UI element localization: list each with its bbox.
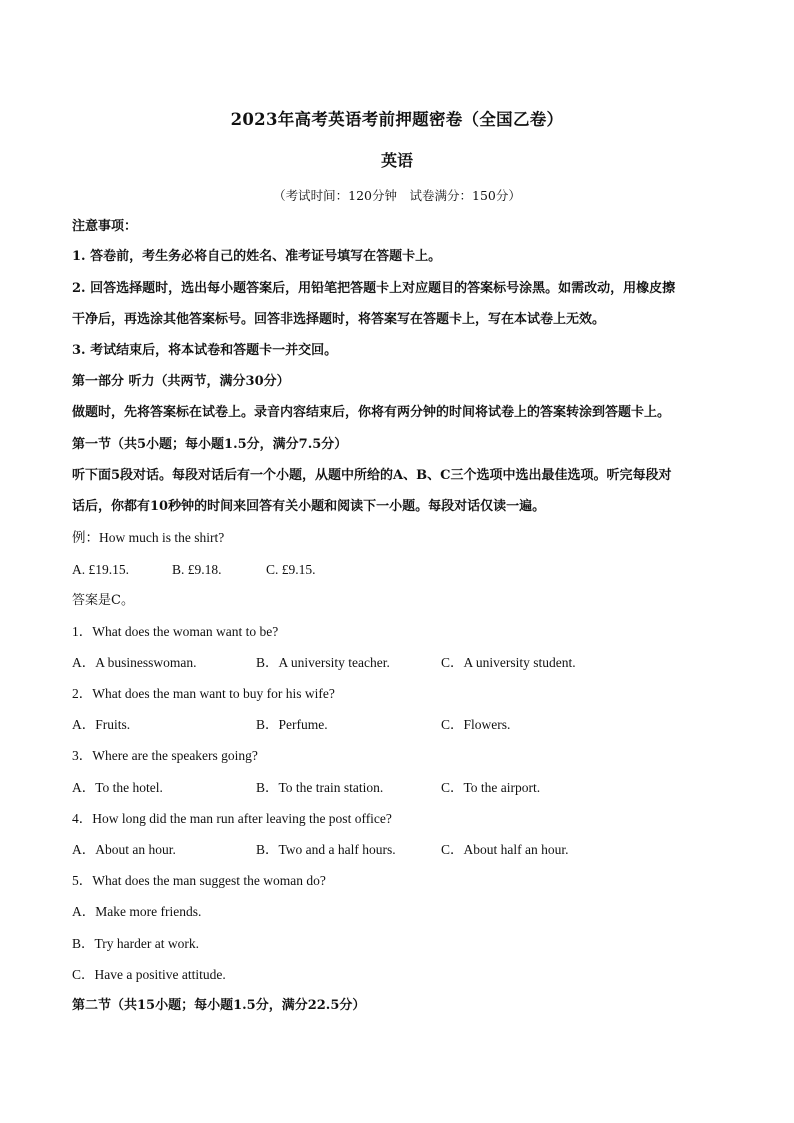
question-3-option-a: A．To the hotel. — [72, 780, 163, 795]
notice-heading: 注意事项： — [72, 219, 138, 234]
part1-instruction: 做题时，先将答案标在试卷上。录音内容结束后，你将有两分钟的时间将试卷上的答案转涂到答题卡上。 — [72, 405, 671, 420]
exam-title: 2023年高考英语考前押题密卷（全国乙卷） — [230, 110, 564, 129]
example-question: 例：How much is the shirt? — [72, 530, 225, 545]
question-5-option-a: A．Make more friends. — [72, 904, 202, 919]
notice-item-2-line-1: 2. 回答选择题时，选出每小题答案后，用铅笔把答题卡上对应题目的答案标号涂黑。如需改动，用橡皮擦 — [72, 281, 676, 296]
question-1-option-c: C．A university student. — [441, 655, 576, 670]
notice-item-3: 3. 考试结束后，将本试卷和答题卡一并交回。 — [72, 343, 338, 358]
exam-time-info: （考试时间：120分钟 试卷满分：150分） — [273, 188, 521, 203]
question-1-option-a: A．A businesswoman. — [72, 655, 197, 670]
question-4-option-a: A．About an hour. — [72, 842, 176, 857]
example-option-c: C. £9.15. — [266, 562, 316, 577]
question-5-option-b: B．Try harder at work. — [72, 936, 199, 951]
notice-item-1: 1. 答卷前，考生务必将自己的姓名、准考证号填写在答题卡上。 — [72, 249, 442, 264]
section1-heading: 第一节（共5小题；每小题1.5分，满分7.5分） — [72, 437, 348, 452]
question-1: 1．What does the woman want to be? — [72, 624, 279, 639]
example-option-b: B. £9.18. — [172, 562, 222, 577]
question-4: 4．How long did the man run after leaving the post office? — [72, 811, 392, 826]
question-4-option-c: C．About half an hour. — [441, 842, 569, 857]
section1-instruction-line-1: 听下面5段对话。每段对话后有一个小题，从题中所给的A、B、C三个选项中选出最佳选项。听完每段对 — [72, 468, 672, 483]
question-3: 3．Where are the speakers going? — [72, 748, 258, 763]
exam-subject: 英语 — [380, 151, 413, 170]
question-2-option-b: B．Perfume. — [256, 717, 328, 732]
part1-heading: 第一部分 听力（共两节，满分30分） — [72, 374, 290, 389]
section2-heading: 第二节（共15小题；每小题1.5分，满分22.5分） — [72, 998, 366, 1013]
question-2: 2．What does the man want to buy for his wife? — [72, 686, 335, 701]
question-2-option-a: A．Fruits. — [72, 717, 131, 732]
question-4-option-b: B．Two and a half hours. — [256, 842, 396, 857]
question-2-option-c: C．Flowers. — [441, 717, 511, 732]
question-5: 5．What does the man suggest the woman do? — [72, 873, 326, 888]
question-5-option-c: C．Have a positive attitude. — [72, 967, 226, 982]
section1-instruction-line-2: 话后，你都有10秒钟的时间来回答有关小题和阅读下一小题。每段对话仅读一遍。 — [72, 499, 546, 514]
notice-item-2-line-2: 干净后，再选涂其他答案标号。回答非选择题时，将答案写在答题卡上，写在本试卷上无效。 — [72, 312, 606, 327]
question-1-option-b: B．A university teacher. — [256, 655, 390, 670]
question-3-option-c: C．To the airport. — [441, 780, 541, 795]
example-answer: 答案是C。 — [72, 593, 134, 608]
question-3-option-b: B．To the train station. — [256, 780, 384, 795]
example-option-a: A. £19.15. — [72, 562, 129, 577]
